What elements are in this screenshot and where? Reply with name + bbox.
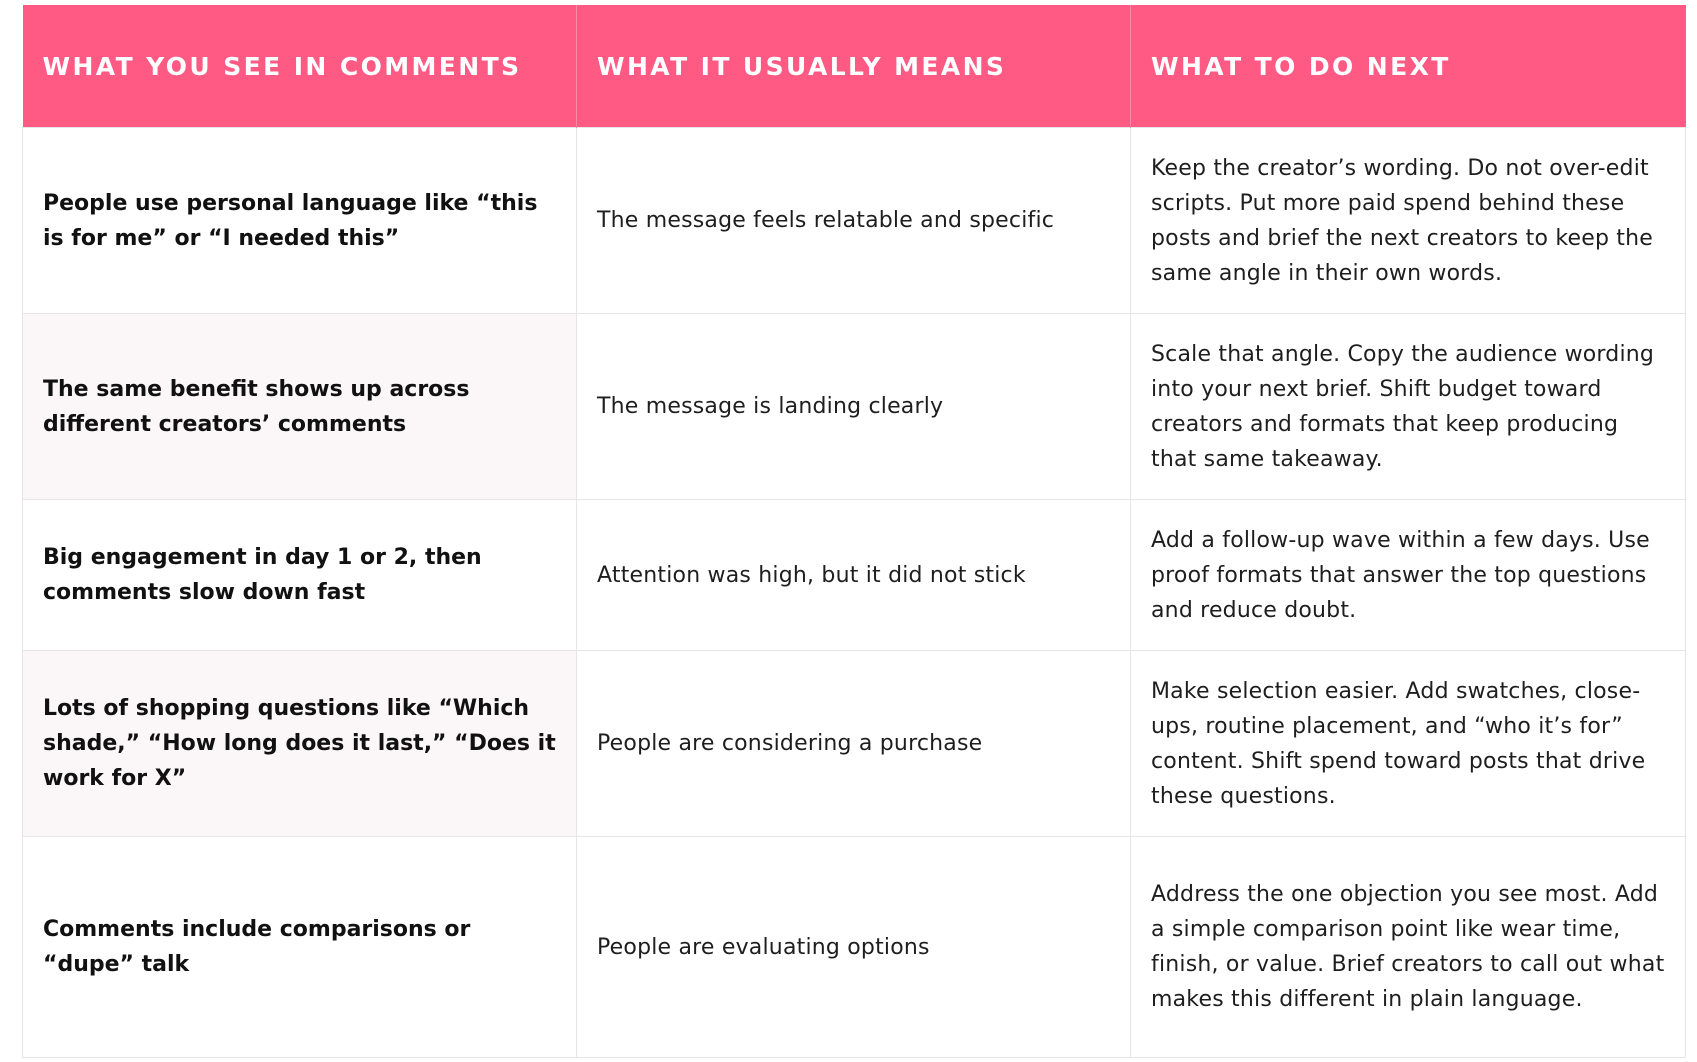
table-header bbox=[23, 5, 1686, 128]
cell-what-to-do: Keep the creator’s wording. Do not over-edit scripts. Put more paid spend behind these posts and brief the next creators to keep the same angle in their own words. bbox=[1131, 128, 1686, 314]
header-what-it-means: WHAT IT USUALLY MEANS bbox=[577, 5, 1131, 128]
table-row bbox=[23, 500, 1686, 651]
cell-what-to-do: Make selection easier. Add swatches, close-ups, routine placement, and “who it’s for” content. Shift spend toward posts that drive these questions. bbox=[1131, 651, 1686, 837]
cell-what-it-means: The message feels relatable and specific bbox=[577, 128, 1131, 314]
cell-what-you-see: People use personal language like “this is for me” or “I needed this” bbox=[23, 128, 577, 314]
comments-guide-table bbox=[22, 5, 1686, 1058]
comments-guide-table-wrapper bbox=[22, 5, 1685, 1058]
cell-what-it-means: Attention was high, but it did not stick bbox=[577, 500, 1131, 651]
cell-what-you-see: Lots of shopping questions like “Which shade,” “How long does it last,” “Does it work for X” bbox=[23, 651, 577, 837]
header-what-you-see: WHAT YOU SEE IN COMMENTS bbox=[23, 5, 577, 128]
cell-what-to-do: Add a follow-up wave within a few days. Use proof formats that answer the top questions and reduce doubt. bbox=[1131, 500, 1686, 651]
table-row bbox=[23, 314, 1686, 500]
table-row bbox=[23, 128, 1686, 314]
cell-what-it-means: People are evaluating options bbox=[577, 837, 1131, 1058]
cell-what-it-means: People are considering a purchase bbox=[577, 651, 1131, 837]
table-row bbox=[23, 651, 1686, 837]
table-row bbox=[23, 837, 1686, 1058]
cell-what-to-do: Address the one objection you see most. Add a simple comparison point like wear time, finish, or value. Brief creators to call out what makes this different in plain language. bbox=[1131, 837, 1686, 1058]
cell-what-it-means: The message is landing clearly bbox=[577, 314, 1131, 500]
header-row bbox=[23, 5, 1686, 128]
cell-what-to-do: Scale that angle. Copy the audience wording into your next brief. Shift budget toward creators and formats that keep producing that same takeaway. bbox=[1131, 314, 1686, 500]
cell-what-you-see: Big engagement in day 1 or 2, then comments slow down fast bbox=[23, 500, 577, 651]
cell-what-you-see: The same benefit shows up across different creators’ comments bbox=[23, 314, 577, 500]
cell-what-you-see: Comments include comparisons or “dupe” talk bbox=[23, 837, 577, 1058]
table-body bbox=[23, 128, 1686, 1058]
header-what-to-do: WHAT TO DO NEXT bbox=[1131, 5, 1686, 128]
